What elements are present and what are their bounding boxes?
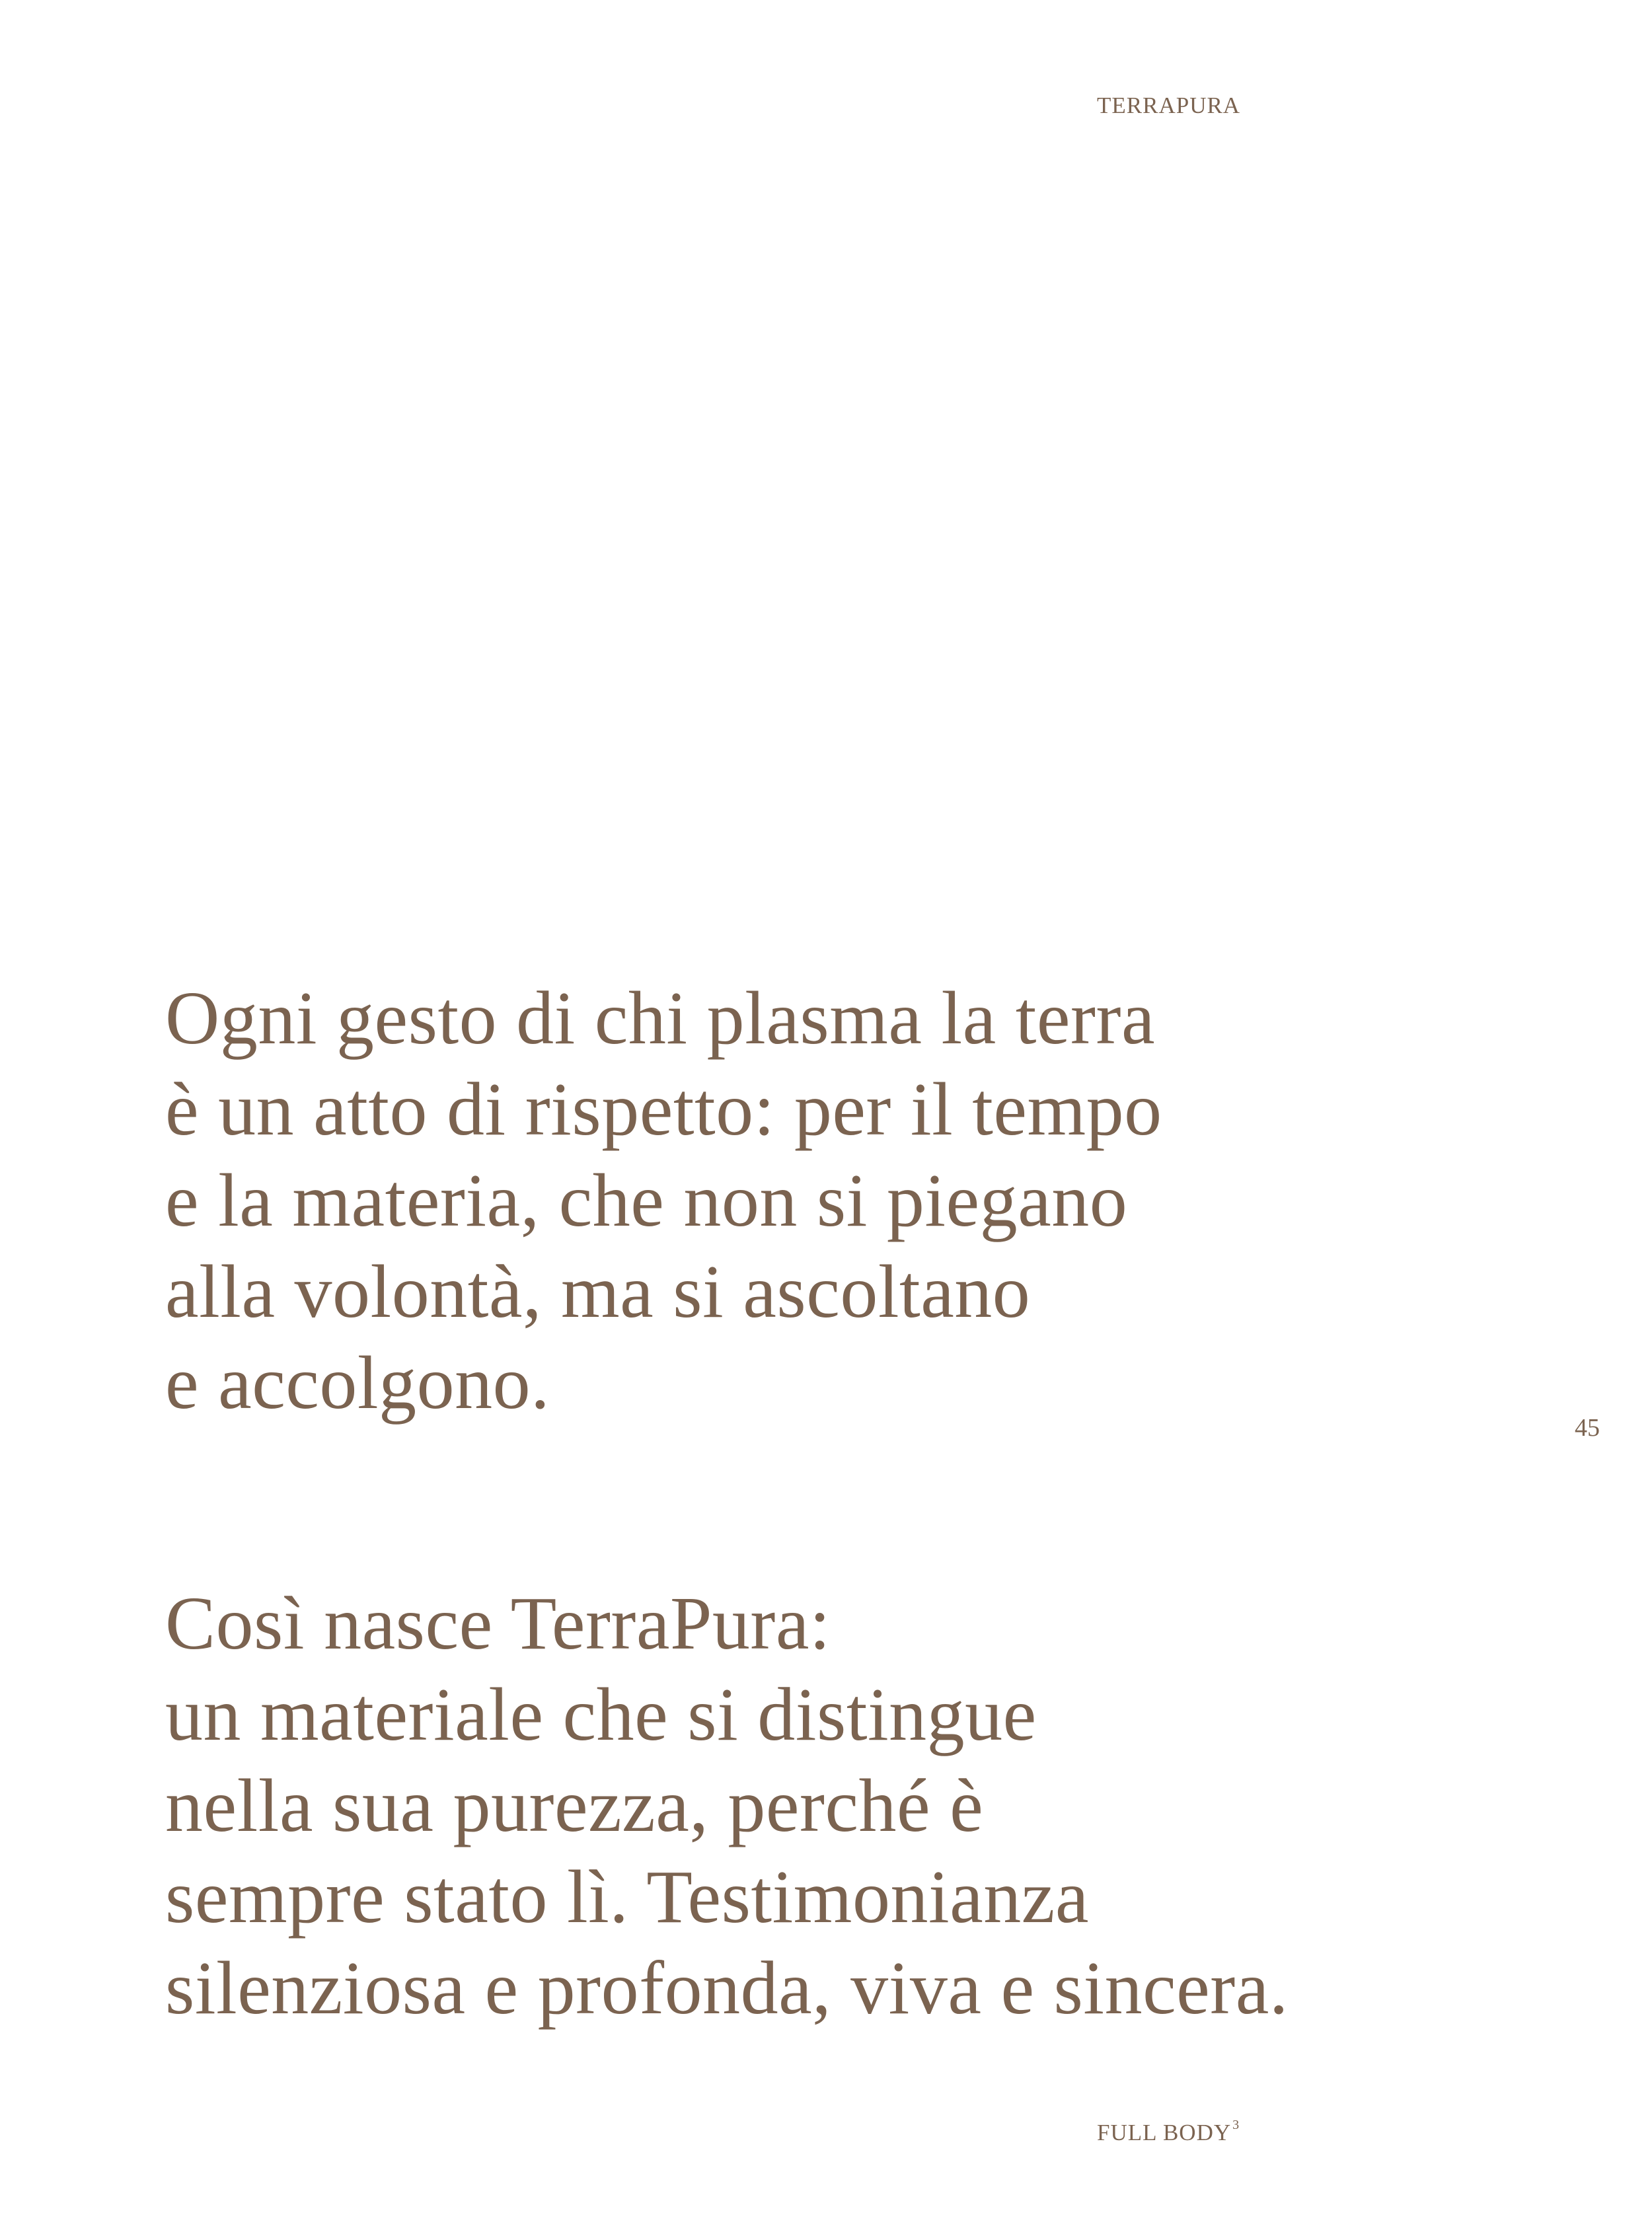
- running-header: TERRAPURA: [1097, 93, 1241, 118]
- paragraph-line: sempre stato lì. Testimonianza: [165, 1855, 1089, 1939]
- paragraph-line: un materiale che si distingue: [165, 1672, 1037, 1756]
- running-footer-title: FULL BODY: [1097, 2120, 1232, 2145]
- paragraph-line: e accolgono.: [165, 1341, 550, 1425]
- paragraph-1: [165, 973, 1487, 1429]
- running-footer-superscript: 3: [1232, 2118, 1240, 2132]
- paragraph-line: alla volontà, ma si ascoltano: [165, 1249, 1031, 1333]
- paragraph-line: è un atto di rispetto: per il tempo: [165, 1067, 1162, 1151]
- running-footer: [1097, 2118, 1240, 2145]
- paragraph-line: Così nasce TerraPura:: [165, 1581, 831, 1665]
- paragraph-line: nella sua purezza, perché è: [165, 1764, 984, 1847]
- paragraph-line: silenziosa e profonda, viva e sincera.: [165, 1946, 1289, 2030]
- paragraph-line: Ogni gesto di chi plasma la terra: [165, 976, 1156, 1060]
- paragraph-line: e la materia, che non si piegano: [165, 1158, 1128, 1242]
- page-number: 45: [1575, 1414, 1600, 1442]
- paragraph-2: [165, 1578, 1487, 2034]
